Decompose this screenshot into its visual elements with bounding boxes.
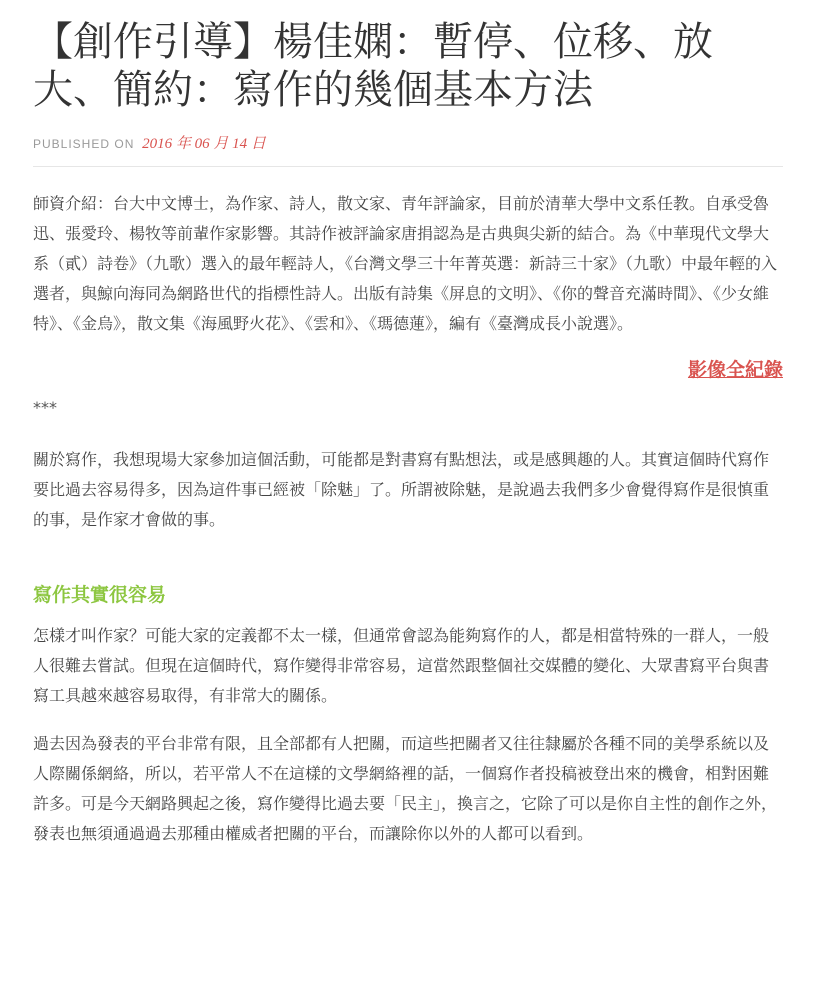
article-title: 【創作引導】楊佳嫻：暫停、位移、放大、簡約：寫作的幾個基本方法 bbox=[33, 19, 713, 113]
body-paragraph-3: 過去因為發表的平台非常有限，且全部都有人把關，而這些把關者又往往隸屬於各種不同的美學系統以及人際關係網絡，所以，若平常人不在這樣的文學網絡裡的話，一個寫作者投稿被登出來的機會，相對困難許多。可是今天網路興起之後，寫作變得比過去要「民主」，換言之，它除了可以是你自主性的創作之外，發表也無須通過過去那種由權威者把關的平台，而讓除你以外的人都可以看到。 bbox=[33, 734, 778, 843]
post-meta bbox=[33, 134, 783, 167]
instructor-intro: 師資介紹：台大中文博士，為作家、詩人，散文家、青年評論家，目前於清華大學中文系任教。自承受魯迅、張愛玲、楊牧等前輩作家影響。其詩作被評論家唐捐認為是古典與尖新的結合。為《中華現代文學大系（貳）詩卷》（九歌）選入的最年輕詩人，《台灣文學三十年菁英選：新詩三十家》（九歌）中最年輕的入選者，與鯨向海同為網路世代的指標性詩人。出版有詩集《屏息的文明》、《你的聲音充滿時間》、《少女維特》、《金烏》，散文集《海風野火花》、《雲和》、《瑪德蓮》，編有《臺灣成長小說選》。 bbox=[33, 194, 778, 333]
video-record-link[interactable]: 影像全紀錄 bbox=[687, 359, 783, 381]
body-paragraph-2: 怎樣才叫作家？可能大家的定義都不太一樣，但通常會認為能夠寫作的人，都是相當特殊的一群人，一般人很難去嘗試。但現在這個時代，寫作變得非常容易，這當然跟整個社交媒體的變化、大眾書寫平台與書寫工具越來越容易取得，有非常大的關係。 bbox=[33, 626, 770, 705]
body-paragraph-1: 關於寫作，我想現場大家參加這個活動，可能都是對書寫有點想法，或是感興趣的人。其實這個時代寫作要比過去容易得多，因為這件事已經被「除魅」了。所謂被除魅，是說過去我們多少會覺得寫作是很慎重的事，是作家才會做的事。 bbox=[33, 450, 770, 529]
published-date-link[interactable]: 2016 年 06 月 14 日 bbox=[142, 136, 266, 152]
section-separator: *** bbox=[33, 398, 57, 417]
section-heading: 寫作其實很容易 bbox=[33, 584, 167, 606]
video-link-row bbox=[33, 355, 783, 389]
article bbox=[33, 18, 783, 849]
published-label: PUBLISHED ON bbox=[33, 137, 135, 151]
